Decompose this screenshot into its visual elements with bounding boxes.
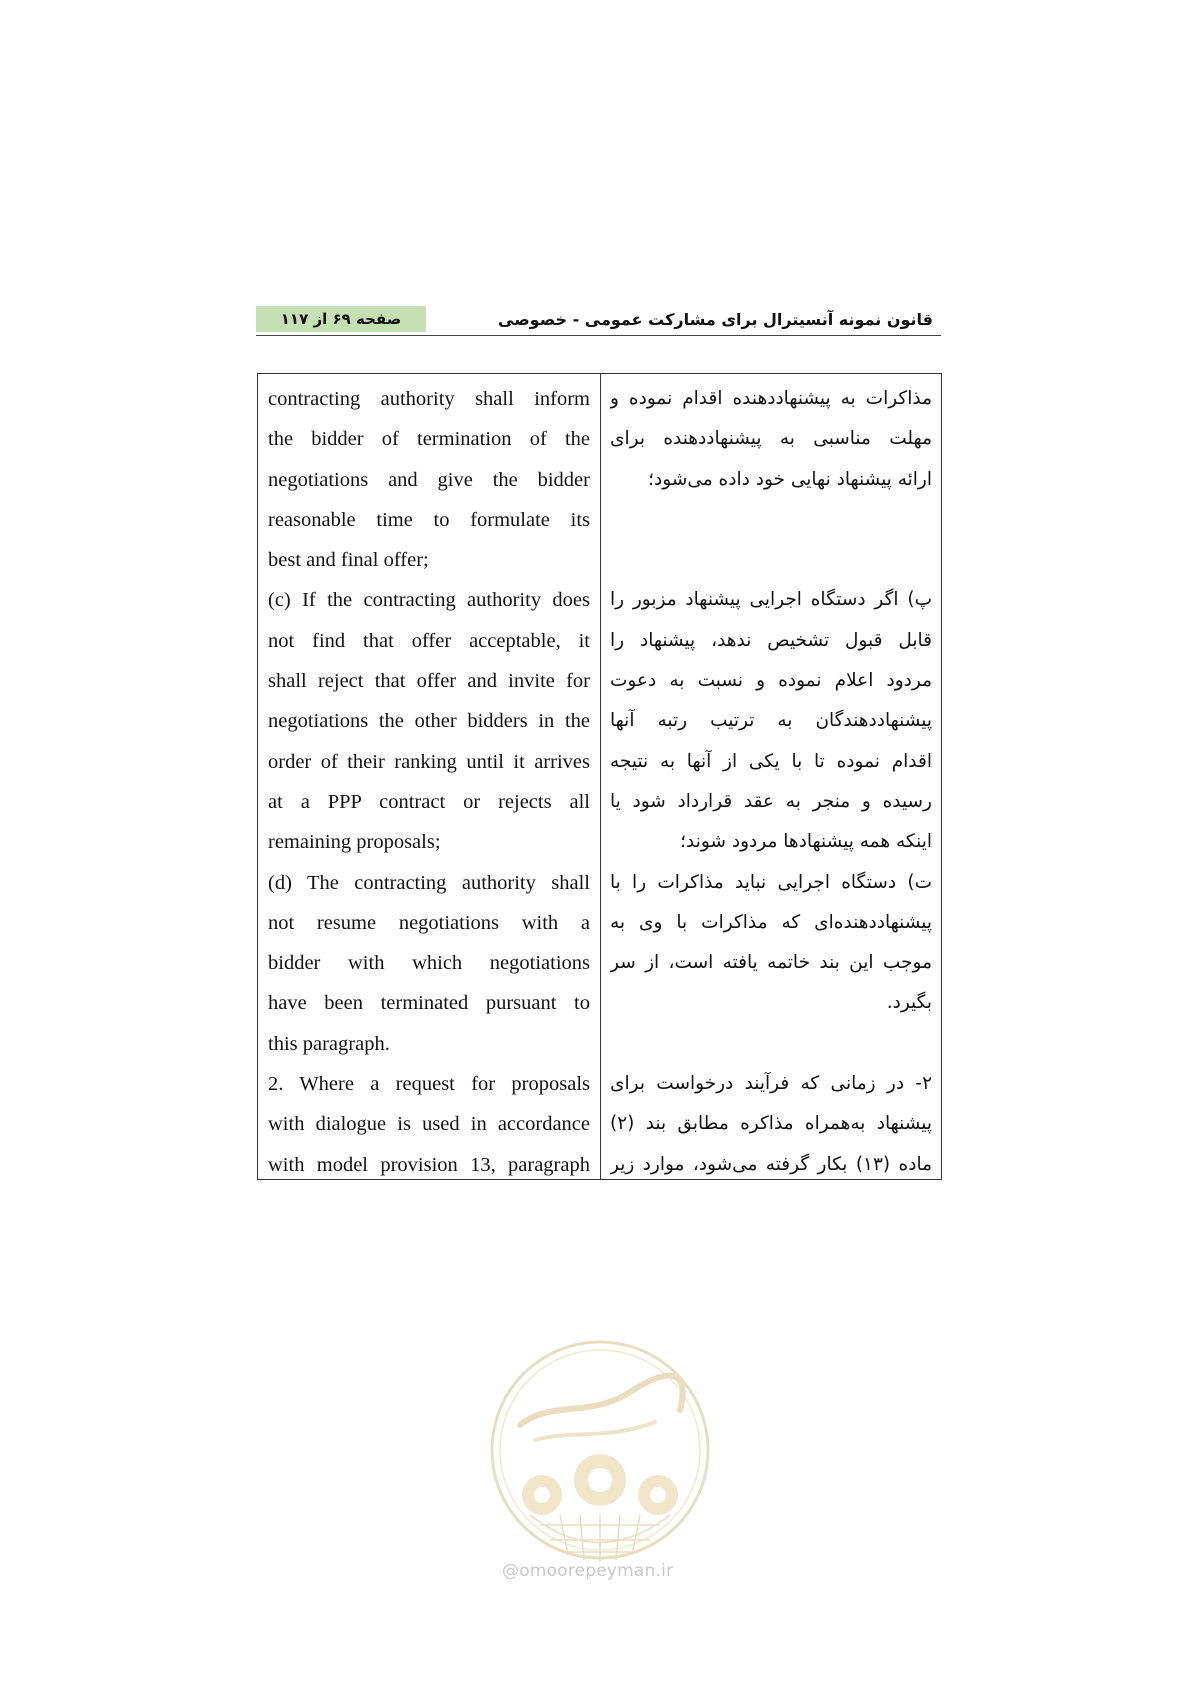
english-text-line: shall reject that offer and invite for (268, 670, 590, 693)
persian-text-line: ۲- در زمانی که فرآیند درخواست برای (610, 1073, 932, 1095)
watermark-url (502, 1561, 673, 1581)
blank-line (610, 546, 932, 586)
watermark-url-text: omoorepeyman.ir (519, 1561, 674, 1581)
persian-text-line: پ) اگر دستگاه اجرایی پیشنهاد مزبور را (610, 589, 932, 611)
at-icon: @ (502, 1561, 520, 1581)
persian-text-line: پیشنهاد به‌همراه مذاکره مطابق بند (۲) (610, 1113, 932, 1135)
persian-text-line: ت) دستگاه اجرایی نباید مذاکرات را با (610, 871, 932, 893)
english-text-line: with dialogue is used in accordance (268, 1113, 590, 1136)
english-text-line: (d) The contracting authority shall (268, 871, 590, 894)
english-text-line: negotiations and give the bidder (268, 468, 590, 491)
english-text-line: at a PPP contract or rejects all (268, 790, 590, 813)
english-text-line: the bidder of termination of the (268, 428, 590, 451)
bilingual-text-table (257, 373, 942, 1180)
page-header (256, 306, 941, 336)
blank-line (610, 1030, 932, 1070)
persian-text-line: مهلت مناسبی به پیشنهاددهنده برای (610, 428, 932, 450)
persian-text-line: موجب این بند خاتمه یافته است، از سر (610, 952, 932, 974)
persian-column (601, 374, 941, 1179)
english-text-line: with model provision 13, paragraph (268, 1153, 590, 1176)
persian-text-line: پیشنهاددهندگان به ترتیب رتبه آنها (610, 710, 932, 732)
persian-text-line: رسیده و منجر به عقد قرارداد شود یا (610, 790, 932, 812)
page-number-badge: صفحه ۶۹ از ۱۱۷ (256, 306, 426, 332)
persian-text-line: مردود اعلام نموده و نسبت به دعوت (610, 670, 932, 692)
persian-text-line: بگیرد. (886, 992, 932, 1014)
english-text-line: not resume negotiations with a (268, 911, 590, 934)
persian-text-line: ارائه پیشنهاد نهایی خود داده می‌شود؛ (648, 468, 932, 490)
watermark-logo (480, 1330, 720, 1590)
persian-text-line: اینکه همه پیشنهادها مردود شوند؛ (680, 831, 932, 853)
english-text-line: best and final offer; (268, 549, 429, 572)
persian-text-line: پیشنهاددهنده‌ای که مذاکرات با وی به (610, 911, 932, 933)
english-text-line: this paragraph. (268, 1032, 390, 1055)
persian-text-line: ماده (۱۳) بکار گرفته می‌شود، موارد زیر (610, 1153, 932, 1175)
english-text-line: 2. Where a request for proposals (268, 1073, 590, 1096)
english-text-line: remaining proposals; (268, 831, 441, 854)
english-text-line: contracting authority shall inform (268, 388, 590, 410)
persian-text-line: قابل قبول تشخیص ندهد، پیشنهاد را (610, 629, 932, 651)
english-text-line: order of their ranking until it arrives (268, 750, 590, 773)
english-text-line: not find that offer acceptable, it (268, 629, 590, 652)
blank-line (610, 506, 932, 546)
book-title: قانون نمونه آنسیترال برای مشارکت عمومی - خصوصی (498, 310, 933, 329)
persian-text-line: مذاکرات به پیشنهاددهنده اقدام نموده و (610, 388, 932, 409)
english-text-line: bidder with which negotiations (268, 952, 590, 975)
english-column (258, 374, 601, 1179)
english-text-line: reasonable time to formulate its (268, 508, 590, 531)
english-text-line: (c) If the contracting authority does (268, 589, 590, 612)
persian-text-line: اقدام نموده تا با یکی از آنها به نتیجه (610, 750, 932, 772)
english-text-line: have been terminated pursuant to (268, 992, 590, 1015)
english-text-line: negotiations the other bidders in the (268, 710, 590, 733)
